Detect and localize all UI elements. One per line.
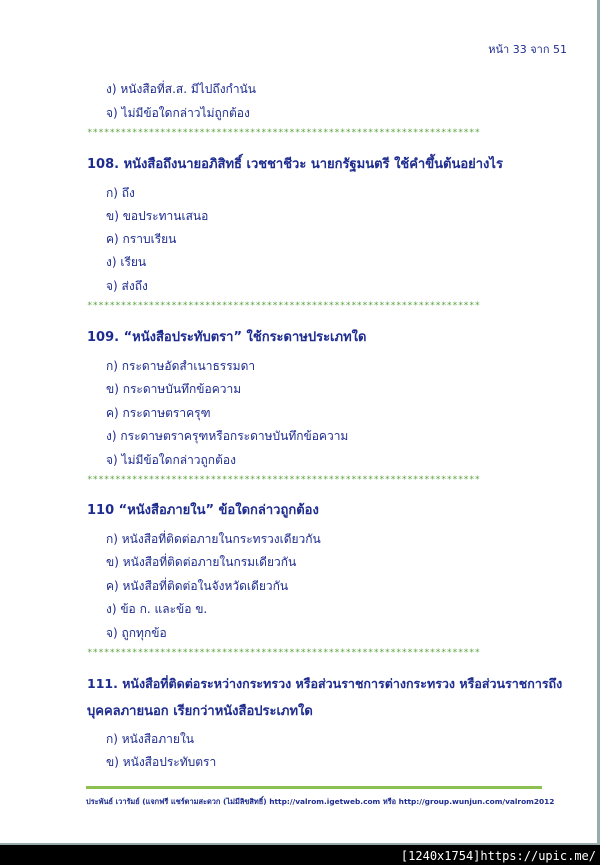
question-111-line2: บุคคลภายนอก เรียกว่าหนังสือประเภทใด — [87, 704, 313, 719]
footer-text: ประพันธ์ เวารัมย์ (แจกฟรี แชร์ตามสะดวก (ไม่มีลิขสิทธิ์) http://valrom.igetweb.com หรือ http://group.wunjun.com/valrom2012 — [86, 797, 555, 806]
q111-option-b: ข) หนังสือประทับตรา — [106, 755, 217, 769]
page-number: หน้า 33 จาก 51 — [488, 43, 567, 56]
q108-option-d: ง) เรียน — [106, 255, 147, 269]
image-watermark: [1240x1754]https://upic.me/ — [400, 849, 596, 863]
question-108: 108. หนังสือถึงนายอภิสิทธิ์ เวชชาชีวะ นายกรัฐมนตรี ใช้คำขึ้นต้นอย่างไร — [87, 157, 503, 172]
separator: ********************************************************************** — [87, 648, 481, 658]
q110-option-c: ค) หนังสือที่ติดต่อในจังหวัดเดียวกัน — [106, 579, 289, 593]
prev-option-e: จ) ไม่มีข้อใดกล่าวไม่ถูกต้อง — [106, 106, 250, 120]
q110-option-e: จ) ถูกทุกข้อ — [106, 626, 167, 640]
q111-option-a: ก) หนังสือภายใน — [106, 732, 195, 746]
q110-option-d: ง) ข้อ ก. และข้อ ข. — [106, 602, 208, 616]
separator: ********************************************************************** — [87, 128, 481, 138]
footer-divider — [86, 786, 542, 789]
q108-option-b: ข) ขอประทานเสนอ — [106, 209, 209, 223]
question-110: 110 “หนังสือภายใน” ข้อใดกล่าวถูกต้อง — [87, 503, 319, 518]
q108-option-c: ค) กราบเรียน — [106, 232, 177, 246]
q109-option-b: ข) กระดาษบันทึกข้อความ — [106, 382, 242, 396]
question-109: 109. “หนังสือประทับตรา” ใช้กระดาษประเภทใด — [87, 330, 367, 345]
separator: ********************************************************************** — [87, 301, 481, 311]
separator: ********************************************************************** — [87, 475, 481, 485]
q110-option-a: ก) หนังสือที่ติดต่อภายในกระทรวงเดียวกัน — [106, 532, 321, 546]
prev-option-d: ง) หนังสือที่ส.ส. มีไปถึงกำนัน — [106, 82, 256, 96]
question-111-line1: 111. หนังสือที่ติดต่อระหว่างกระทรวง หรือส่วนราชการต่างกระทรวง หรือส่วนราชการถึง — [87, 676, 563, 691]
q110-option-b: ข) หนังสือที่ติดต่อภายในกรมเดียวกัน — [106, 555, 297, 569]
q109-option-c: ค) กระดาษตราครุฑ — [106, 406, 211, 420]
q109-option-e: จ) ไม่มีข้อใดกล่าวถูกต้อง — [106, 453, 236, 467]
q109-option-d: ง) กระดาษตราครุฑหรือกระดาษบันทึกข้อความ — [106, 429, 349, 443]
q108-option-a: ก) ถึง — [106, 186, 135, 200]
q108-option-e: จ) ส่งถึง — [106, 279, 148, 293]
q109-option-a: ก) กระดาษอัดสำเนาธรรมดา — [106, 359, 256, 373]
